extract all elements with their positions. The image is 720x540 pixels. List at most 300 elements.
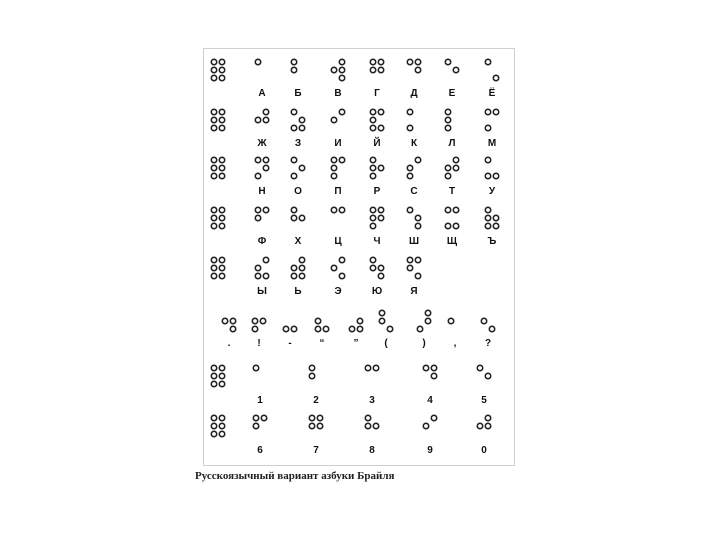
cell-dot-2 [448,318,453,323]
legend-dot-3 [211,431,216,436]
cell-dot-4 [339,157,344,162]
cell-label: 8 [369,445,375,456]
braille-cell [349,318,362,349]
cell-dot-3 [370,223,375,228]
cell-dot-2 [252,318,257,323]
legend-dot-5 [219,423,224,428]
cell-dot-3 [485,223,490,228]
braille-cell [485,109,498,149]
legend-dot-4 [219,157,224,162]
cell-label: Д [410,88,418,99]
legend-dot-6 [219,381,224,386]
cell-dot-6 [339,273,344,278]
braille-cell [331,257,344,297]
legend-full-cell [211,415,224,436]
cell-dot-1 [291,59,296,64]
row-digits-2 [211,415,490,456]
cell-dot-2 [379,318,384,323]
legend-dot-1 [211,207,216,212]
cell-label: ( [384,338,388,349]
braille-cell [485,157,498,197]
cell-dot-1 [477,365,482,370]
legend-dot-1 [211,415,216,420]
cell-dot-1 [331,207,336,212]
braille-cell [309,365,319,406]
cell-dot-1 [255,207,260,212]
cell-dot-4 [431,415,436,420]
cell-dot-3 [370,125,375,130]
braille-cell [477,365,490,406]
cell-dot-4 [378,109,383,114]
legend-dot-6 [219,273,224,278]
cell-label: Ы [257,286,267,297]
braille-cell [477,415,490,456]
cell-dot-5 [357,318,362,323]
row-digits-1 [211,365,490,406]
braille-cell [315,318,328,349]
braille-cell [283,326,296,349]
cell-dot-3 [445,223,450,228]
cell-label: С [410,186,418,197]
row-letters-5 [211,257,420,297]
cell-dot-2 [291,67,296,72]
cell-dot-5 [493,215,498,220]
cell-label: ? [484,338,492,349]
cell-dot-3 [485,173,490,178]
cell-dot-3 [291,125,296,130]
cell-dot-2 [370,117,375,122]
cell-dot-2 [222,318,227,323]
legend-dot-2 [211,373,216,378]
legend-dot-3 [211,173,216,178]
cell-dot-3 [445,173,450,178]
cell-dot-1 [370,157,375,162]
braille-cell [331,59,344,99]
cell-dot-1 [485,59,490,64]
braille-cell [291,109,304,149]
cell-label: 1 [257,395,263,406]
cell-dot-5 [453,165,458,170]
braille-cell [445,109,455,149]
cell-label: Г [374,88,380,99]
cell-dot-4 [453,207,458,212]
braille-cell [255,157,268,197]
legend-dot-1 [211,257,216,262]
braille-cell [370,59,383,99]
cell-dot-5 [263,117,268,122]
cell-dot-4 [431,365,436,370]
legend-dot-2 [211,117,216,122]
cell-label: 7 [313,445,319,456]
cell-dot-3 [485,125,490,130]
cell-dot-1 [370,109,375,114]
cell-dot-1 [255,157,260,162]
legend-dot-4 [219,109,224,114]
cell-dot-5 [378,265,383,270]
braille-cell [331,157,344,197]
cell-dot-1 [445,207,450,212]
row-letters-3 [211,157,498,197]
cell-dot-5 [378,165,383,170]
cell-label: Е [448,88,456,99]
cell-dot-6 [387,326,392,331]
cell-dot-6 [453,223,458,228]
cell-dot-1 [485,109,490,114]
legend-dot-5 [219,373,224,378]
cell-dot-2 [445,117,450,122]
row-letters-1 [211,59,498,99]
cell-dot-4 [317,415,322,420]
braille-cell [407,257,420,297]
cell-label: Ю [371,286,383,297]
cell-dot-3 [407,173,412,178]
cell-dot-3 [255,173,260,178]
cell-dot-3 [417,326,422,331]
cell-dot-2 [423,423,428,428]
legend-dot-5 [219,117,224,122]
legend-full-cell [211,207,224,228]
cell-label: З [294,138,302,149]
cell-dot-4 [493,109,498,114]
cell-dot-5 [485,373,490,378]
legend-dot-4 [219,207,224,212]
cell-label: М [487,138,497,149]
braille-cell [253,365,263,406]
legend-full-cell [211,59,224,80]
cell-label: 4 [427,395,433,406]
braille-cell [417,310,430,349]
row-letters-2 [211,109,498,149]
cell-label: 6 [257,445,263,456]
cell-label: Н [258,186,266,197]
cell-dot-5 [339,67,344,72]
cell-label: Р [373,186,381,197]
cell-dot-2 [370,265,375,270]
cell-label: . [227,338,231,349]
cell-label: Э [334,286,342,297]
cell-dot-4 [339,207,344,212]
legend-dot-5 [219,67,224,72]
cell-label: Я [410,286,418,297]
braille-cell [370,257,383,297]
cell-dot-4 [263,207,268,212]
braille-cell [485,59,498,99]
cell-dot-1 [370,257,375,262]
cell-dot-4 [339,109,344,114]
cell-dot-1 [291,109,296,114]
braille-cell [445,157,458,197]
legend-dot-5 [219,165,224,170]
cell-dot-6 [263,273,268,278]
cell-dot-3 [315,326,320,331]
cell-label: В [334,88,342,99]
braille-cell [252,318,265,349]
braille-cell [379,310,392,349]
cell-dot-1 [365,365,370,370]
cell-dot-5 [317,423,322,428]
cell-dot-3 [291,273,296,278]
cell-label: 0 [481,445,487,456]
cell-label: , [453,338,457,349]
cell-label: “ [319,338,325,349]
cell-dot-2 [255,215,260,220]
cell-dot-6 [339,75,344,80]
cell-dot-6 [378,125,383,130]
cell-dot-4 [373,365,378,370]
legend-dot-6 [219,125,224,130]
cell-dot-4 [339,59,344,64]
cell-dot-4 [378,207,383,212]
cell-dot-2 [407,265,412,270]
braille-cell [291,157,304,197]
cell-dot-1 [370,59,375,64]
cell-dot-1 [407,109,412,114]
cell-dot-1 [485,207,490,212]
braille-cell [255,59,265,99]
cell-dot-6 [323,326,328,331]
braille-cell [448,318,456,349]
cell-dot-6 [493,223,498,228]
cell-label: Й [373,138,381,149]
legend-dot-2 [211,165,216,170]
cell-dot-6 [493,75,498,80]
cell-dot-6 [299,125,304,130]
cell-dot-6 [299,273,304,278]
cell-dot-4 [263,157,268,162]
cell-dot-2 [331,265,336,270]
braille-cell [253,415,266,456]
legend-dot-2 [211,265,216,270]
cell-dot-2 [309,423,314,428]
cell-label: Щ [446,236,458,247]
cell-label: Ь [294,286,302,297]
braille-cell [407,59,420,99]
cell-label: К [410,138,418,149]
cell-dot-4 [485,415,490,420]
cell-dot-2 [370,67,375,72]
braille-cell [255,207,268,247]
cell-dot-4 [453,157,458,162]
cell-dot-2 [291,265,296,270]
cell-label: ! [257,338,261,349]
braille-cell [365,415,378,456]
cell-dot-5 [425,318,430,323]
legend-dot-3 [211,381,216,386]
cell-dot-5 [299,265,304,270]
cell-dot-2 [315,318,320,323]
cell-dot-1 [407,257,412,262]
cell-dot-6 [493,173,498,178]
cell-dot-2 [331,67,336,72]
legend-dot-4 [219,415,224,420]
cell-dot-2 [485,215,490,220]
legend-dot-2 [211,67,216,72]
cell-dot-2 [255,265,260,270]
cell-dot-1 [379,310,384,315]
cell-dot-1 [445,59,450,64]
legend-dot-1 [211,59,216,64]
legend-dot-3 [211,223,216,228]
cell-label: Ъ [487,236,497,247]
cell-label: 9 [427,445,433,456]
cell-dot-5 [485,423,490,428]
legend-full-cell [211,109,224,130]
cell-dot-1 [291,157,296,162]
legend-dot-2 [211,423,216,428]
cell-dot-1 [445,109,450,114]
cell-dot-4 [415,257,420,262]
braille-cell [222,318,235,349]
braille-cell [331,109,344,149]
legend-dot-5 [219,265,224,270]
cell-dot-6 [357,326,362,331]
cell-dot-5 [299,165,304,170]
cell-dot-1 [407,207,412,212]
legend-dot-5 [219,215,224,220]
cell-dot-5 [378,215,383,220]
cell-label: А [258,88,266,99]
cell-dot-1 [331,157,336,162]
braille-cell [370,207,383,247]
cell-dot-5 [299,117,304,122]
braille-cell [291,59,301,99]
cell-dot-6 [291,326,296,331]
cell-dot-3 [283,326,288,331]
cell-dot-1 [309,365,314,370]
cell-dot-3 [255,273,260,278]
braille-cell [407,109,418,149]
cell-dot-1 [370,207,375,212]
cell-dot-4 [263,109,268,114]
cell-dot-2 [481,318,486,323]
cell-dot-1 [407,59,412,64]
legend-dot-4 [219,59,224,64]
braille-cell [255,109,268,149]
cell-dot-5 [378,67,383,72]
cell-dot-3 [291,173,296,178]
cell-dot-5 [260,318,265,323]
legend-dot-6 [219,223,224,228]
cell-dot-4 [415,157,420,162]
cell-label: 5 [481,395,487,406]
cell-dot-2 [291,215,296,220]
cell-dot-2 [309,373,314,378]
cell-label: Б [294,88,302,99]
cell-dot-2 [331,165,336,170]
legend-dot-4 [219,257,224,262]
legend-dot-1 [211,157,216,162]
legend-full-cell [211,365,224,386]
cell-dot-4 [339,257,344,262]
cell-dot-4 [299,257,304,262]
braille-cell [365,365,378,406]
cell-dot-1 [423,365,428,370]
cell-dot-1 [485,157,490,162]
legend-full-cell [211,157,224,178]
cell-label: У [488,186,496,197]
legend-dot-6 [219,75,224,80]
braille-cell [445,207,458,247]
cell-dot-6 [378,273,383,278]
cell-label: - [288,338,292,349]
cell-label: Ф [257,236,267,247]
cell-dot-1 [309,415,314,420]
cell-label: Ш [408,236,420,247]
cell-dot-5 [230,318,235,323]
cell-label: Т [448,186,456,197]
cell-label: Ё [488,88,496,99]
cell-dot-5 [415,215,420,220]
cell-dot-3 [349,326,354,331]
braille-cell [291,257,304,297]
cell-label: 3 [369,395,375,406]
cell-dot-4 [378,59,383,64]
cell-dot-2 [370,215,375,220]
legend-dot-3 [211,273,216,278]
cell-dot-5 [415,67,420,72]
cell-dot-3 [407,125,412,130]
braille-cell [445,59,458,99]
cell-label: И [334,138,342,149]
cell-dot-6 [415,273,420,278]
cell-dot-5 [431,373,436,378]
legend-dot-3 [211,75,216,80]
cell-dot-5 [299,215,304,220]
cell-label: Ц [334,236,342,247]
cell-dot-2 [445,165,450,170]
braille-cell [331,207,344,247]
cell-dot-3 [370,173,375,178]
cell-dot-3 [331,173,336,178]
cell-dot-6 [415,223,420,228]
legend-dot-4 [219,365,224,370]
braille-cell [370,157,383,197]
braille-cell [309,415,322,456]
braille-cell [407,207,420,247]
cell-dot-3 [252,326,257,331]
cell-dot-2 [255,117,260,122]
cell-dot-4 [425,310,430,315]
cell-dot-5 [373,423,378,428]
cell-label: О [294,186,302,197]
cell-dot-5 [263,165,268,170]
cell-dot-1 [253,415,258,420]
cell-dot-2 [253,423,258,428]
legend-dot-2 [211,215,216,220]
cell-dot-5 [453,67,458,72]
cell-dot-1 [291,207,296,212]
braille-cell [370,109,383,149]
cell-dot-2 [477,423,482,428]
cell-dot-6 [489,326,494,331]
cell-label: ” [353,338,359,349]
cell-label: Ж [257,138,267,149]
cell-label: ) [422,338,426,349]
braille-cell [481,318,494,349]
cell-label: Х [294,236,302,247]
legend-dot-3 [211,125,216,130]
cell-dot-4 [415,59,420,64]
braille-cell [255,257,268,297]
braille-cell [407,157,420,197]
legend-dot-1 [211,365,216,370]
legend-dot-6 [219,173,224,178]
chart-caption: Русскоязычный вариант азбуки Брайля [195,470,395,482]
cell-dot-1 [365,415,370,420]
legend-full-cell [211,257,224,278]
braille-cell [423,415,436,456]
cell-dot-2 [365,423,370,428]
